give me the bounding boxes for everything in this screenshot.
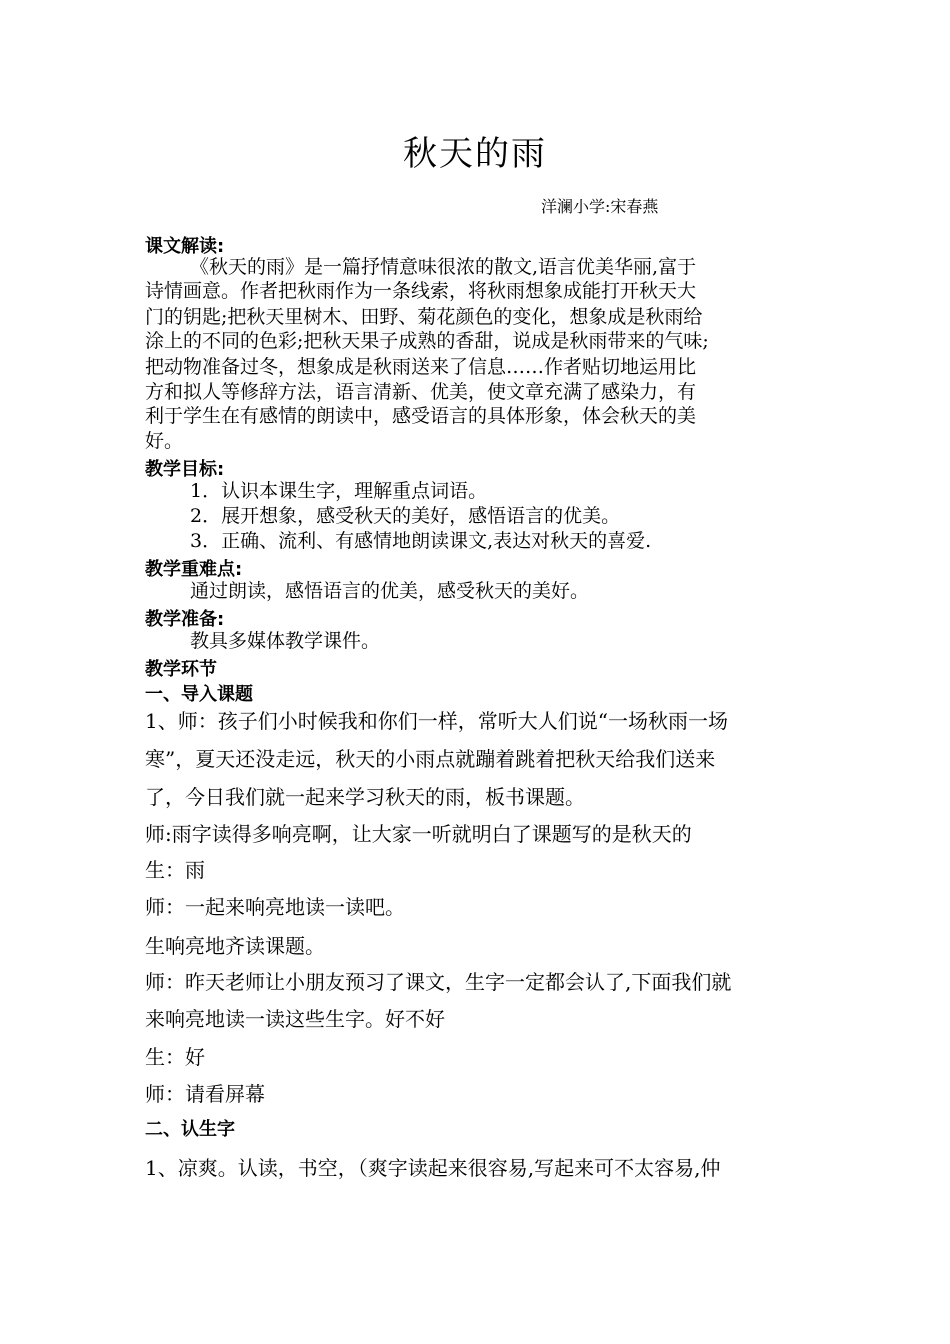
lesson-line: 生：雨	[145, 858, 205, 882]
reading-line: 涂上的不同的色彩;把秋天果子成熟的香甜，说成是秋雨带来的气味;	[145, 330, 709, 352]
lesson-line: 生：好	[145, 1045, 205, 1069]
lesson-line: 师：昨天老师让小朋友预习了课文，生字一定都会认了,下面我们就	[145, 970, 732, 994]
section-heading-key-points: 教学重难点:	[145, 559, 243, 580]
reading-line: 门的钥匙;把秋天里树木、田野、菊花颜色的变化，想象成是秋雨给	[145, 306, 703, 328]
goal-item: 3．正确、流利、有感情地朗读课文,表达对秋天的喜爱.	[190, 530, 652, 552]
author-line: 洋澜小学:宋春燕	[541, 197, 659, 216]
lesson-line: 1、凉爽。认读，书空，（爽字读起来很容易,写起来可不太容易,仲	[145, 1156, 721, 1180]
lesson-line: 了，今日我们就一起来学习秋天的雨，板书课题。	[145, 785, 585, 809]
section-heading-goals: 教学目标:	[145, 459, 225, 480]
lesson-line: 1、师：孩子们小时候我和你们一样，常听大人们说“一场秋雨一场	[145, 709, 728, 733]
key-points-text: 通过朗读，感悟语言的优美，感受秋天的美好。	[190, 580, 590, 602]
part-heading-intro: 一、导入课题	[145, 684, 253, 705]
goal-item: 1．认识本课生字，理解重点词语。	[190, 480, 488, 502]
lesson-line: 师：请看屏幕	[145, 1082, 265, 1106]
goal-item: 2．展开想象，感受秋天的美好，感悟语言的优美。	[190, 505, 621, 527]
reading-line: 把动物准备过冬，想象成是秋雨送来了信息……作者贴切地运用比	[145, 356, 697, 378]
reading-line: 利于学生在有感情的朗读中，感受语言的具体形象，体会秋天的美	[145, 405, 697, 427]
reading-line: 好。	[145, 430, 184, 452]
reading-line: 方和拟人等修辞方法，语言清新、优美，使文章充满了感染力，有	[145, 381, 697, 403]
lesson-line: 师：一起来响亮地读一读吧。	[145, 895, 405, 919]
reading-line: 《秋天的雨》是一篇抒情意味很浓的散文,语言优美华丽,富于	[190, 256, 697, 278]
reading-line: 诗情画意。作者把秋雨作为一条线索，将秋雨想象成能打开秋天大	[145, 280, 697, 302]
section-heading-process: 教学环节	[145, 659, 217, 680]
lesson-line: 寒”，夏天还没走远，秋天的小雨点就蹦着跳着把秋天给我们送来	[145, 747, 716, 771]
lesson-line: 来响亮地读一读这些生字。好不好	[145, 1007, 445, 1031]
document-title: 秋天的雨	[403, 134, 547, 174]
preparation-text: 教具多媒体教学课件。	[190, 630, 381, 652]
lesson-line: 生响亮地齐读课题。	[145, 934, 325, 958]
section-heading-preparation: 教学准备:	[145, 609, 225, 630]
lesson-line: 师:雨字读得多响亮啊，让大家一听就明白了课题写的是秋天的	[145, 822, 692, 846]
part-heading-characters: 二、认生字	[145, 1119, 235, 1140]
section-heading-reading: 课文解读:	[145, 236, 225, 257]
